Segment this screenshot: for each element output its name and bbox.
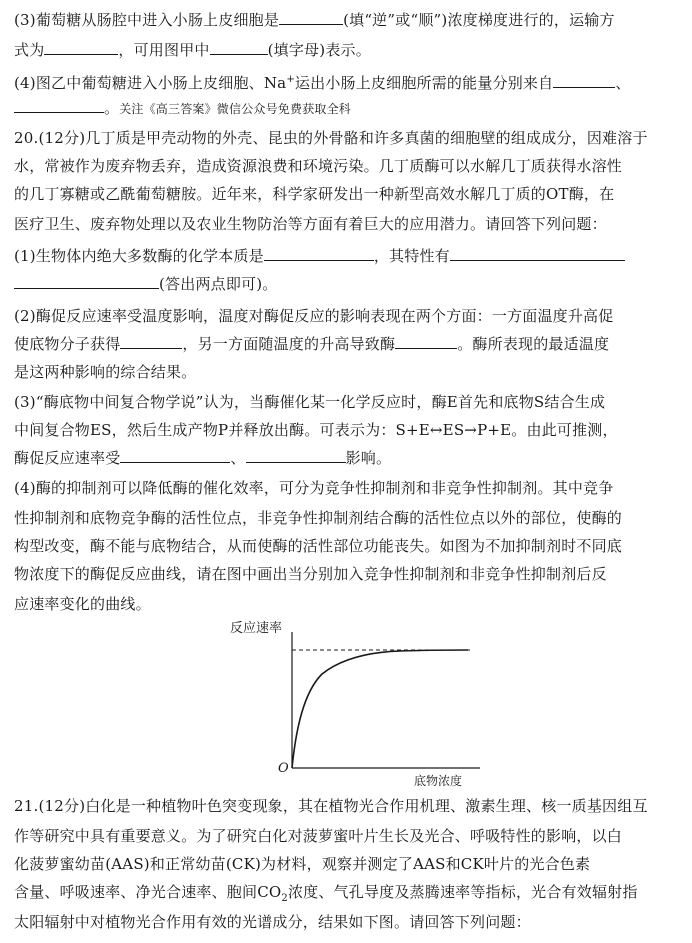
- q20-l3: 的几丁寡糖或乙酰葡萄糖胺。近年来，科学家研发出一种新型高效水解几丁质的OT酶，在: [14, 185, 615, 203]
- q20-s3-blank-2[interactable]: [246, 448, 346, 463]
- q19-p4-blank-1[interactable]: [553, 73, 615, 88]
- q21-l4-text-b: 浓度、气孔导度及蒸腾速率等指标，光合有效辐射指: [287, 883, 638, 901]
- q19-p3-text-a: (3)葡萄糖从肠腔中进入小肠上皮细胞是: [14, 11, 280, 29]
- reaction-curve: [292, 650, 468, 768]
- q21-l5: 太阳辐射中对植物光合作用有效的光谱成分，结果如下图。请回答下列问题：: [14, 913, 531, 931]
- q20-sub2-line2: [14, 334, 609, 354]
- q20-sub4-line5: [14, 594, 151, 614]
- watermark-text: 关注《高三答案》微信公众号免费获取全科: [119, 102, 352, 116]
- q19-p3-text-e: (填字母)表示。: [267, 41, 371, 59]
- q21-stem-line5: [14, 912, 531, 932]
- q20-s2-text-c: ，另一方面随温度的升高导致酶: [182, 335, 396, 353]
- q19-p4-text-c: 、: [615, 74, 631, 92]
- q21-l3: 化菠萝蜜幼苗(AAS)和正常幼苗(CK)为材料，观察并测定了AAS和CK叶片的光合色素: [14, 855, 591, 873]
- q20-s3-text-e: 影响。: [345, 449, 392, 467]
- q19-p4-text-b: 运出小肠上皮细胞所需的能量分别来自: [294, 74, 554, 92]
- sodium-charge: +: [286, 74, 295, 85]
- q20-sub4-line1: [14, 478, 613, 498]
- q20-l1: 20.(12分)几丁质是甲壳动物的外壳、昆虫的外骨骼和许多真菌的细胞壁的组成成分，因难溶于: [14, 129, 648, 147]
- co2-subscript: 2: [281, 893, 288, 904]
- q20-s2-text-d: 。酶所表现的最适温度: [457, 335, 610, 353]
- q20-s4-text-e: 应速率变化的曲线。: [14, 595, 151, 613]
- q20-stem-line3: [14, 184, 614, 204]
- q20-s4-text-c: 构型改变，酶不能与底物结合，从而使酶的活性部位功能丧失。如图为不加抑制剂时不同底: [14, 537, 623, 555]
- q20-s3-text-c: 酶促反应速率受: [14, 449, 121, 467]
- q20-s1-blank-2[interactable]: [450, 246, 625, 261]
- q20-stem-line4: [14, 214, 607, 234]
- q19-part3-line1: [14, 10, 615, 30]
- q20-s2-text-a: (2)酶促反应速率受温度影响，温度对酶促反应的影响表现在两个方面：一方面温度升高促: [14, 307, 614, 325]
- reaction-rate-figure: [230, 618, 490, 788]
- q20-sub2-line3: [14, 362, 196, 382]
- q20-stem-line1: [14, 128, 648, 148]
- x-axis-label: 底物浓度: [414, 774, 463, 788]
- q21-l1: 21.(12分)白化是一种植物叶色突变现象，其在植物光合作用机理、激素生理、核一质基因组互: [14, 797, 648, 815]
- q20-s4-text-a: (4)酶的抑制剂可以降低酶的催化效率，可分为竞争性抑制剂和非竞争性抑制剂。其中竞争: [14, 479, 614, 497]
- q19-p4-text-a: (4)图乙中葡萄糖进入小肠上皮细胞、Na: [14, 74, 287, 92]
- q20-sub2-line1: [14, 306, 613, 326]
- q21-l2: 作等研究中具有重要意义。为了研究白化对菠萝蜜叶片生长及光合、呼吸特性的影响，以白: [14, 827, 623, 845]
- q19-part4-line2: [14, 98, 351, 119]
- q20-s4-text-d: 物浓度下的酶促反应曲线，请在图中画出当分别加入竞争性抑制剂和非竞争性抑制剂后反: [14, 565, 607, 583]
- q19-p3-text-d: ，可用图甲中: [118, 41, 210, 59]
- q20-s1-text-b: ，其特性有: [373, 247, 450, 265]
- q20-s3-text-d: 、: [230, 449, 246, 467]
- q20-s1-blank-3[interactable]: [14, 274, 159, 289]
- q20-sub4-line4: [14, 564, 607, 584]
- q20-sub1-line2: [14, 274, 278, 294]
- q19-part3-line2: [14, 40, 371, 60]
- q20-s1-blank-1[interactable]: [264, 246, 374, 261]
- q19-p4-text-d: 。: [104, 99, 120, 117]
- q20-s2-text-b: 使底物分子获得: [14, 335, 121, 353]
- q20-l4: 医疗卫生、废弃物处理以及农业生物防治等方面有着巨大的应用潜力。请回答下列问题：: [14, 215, 607, 233]
- q20-s2-blank-2[interactable]: [395, 334, 457, 349]
- q20-l2: 水，常被作为废弃物丢弃，造成资源浪费和环境污染。几丁质酶可以水解几丁质获得水溶性: [14, 157, 623, 175]
- q20-s1-text-a: (1)生物体内绝大多数酶的化学本质是: [14, 247, 264, 265]
- q19-p3-text-c: 式为: [14, 41, 45, 59]
- origin-label: O: [278, 761, 289, 776]
- q20-sub3-line2: [14, 420, 618, 440]
- q21-stem-line2: [14, 826, 622, 846]
- q20-s2-text-e: 是这两种影响的综合结果。: [14, 363, 197, 381]
- q19-p3-blank-3[interactable]: [210, 40, 268, 55]
- q20-sub3-line1: [14, 392, 605, 412]
- q20-stem-line2: [14, 156, 622, 176]
- q21-stem-line3: [14, 854, 590, 874]
- q20-s3-blank-1[interactable]: [120, 448, 230, 463]
- q20-sub4-line2: [14, 508, 622, 528]
- q20-s2-blank-1[interactable]: [120, 334, 182, 349]
- q20-sub4-line3: [14, 536, 622, 556]
- q19-p3-text-b: (填“逆”或“顺”)浓度梯度进行的，运输方: [343, 11, 615, 29]
- q19-p4-blank-2[interactable]: [14, 98, 104, 113]
- q20-sub3-line3: [14, 448, 391, 468]
- q20-s3-text-b: 中间复合物ES，然后生成产物P并释放出酶。可表示为：S+E↔ES→P+E。由此可推测，: [14, 421, 618, 439]
- q20-s1-text-c: (答出两点即可)。: [159, 275, 278, 293]
- q19-part4-line1: [14, 70, 631, 93]
- q19-p3-blank-1[interactable]: [279, 10, 343, 25]
- q19-p3-blank-2[interactable]: [44, 40, 118, 55]
- q21-l4-text-a: 含量、呼吸速率、净光合速率、胞间CO: [14, 883, 282, 901]
- q21-stem-line4: [14, 882, 638, 909]
- q20-s3-text-a: (3)“酶底物中间复合物学说”认为，当酶催化某一化学反应时，酶E首先和底物S结合生成: [14, 393, 606, 411]
- q21-stem-line1: [14, 796, 648, 816]
- q20-sub1-line1: [14, 246, 625, 266]
- q20-s4-text-b: 性抑制剂和底物竞争酶的活性位点，非竞争性抑制剂结合酶的活性位点以外的部位，使酶的: [14, 509, 623, 527]
- reaction-rate-graph: [230, 618, 490, 788]
- y-axis-label: 反应速率: [230, 621, 283, 636]
